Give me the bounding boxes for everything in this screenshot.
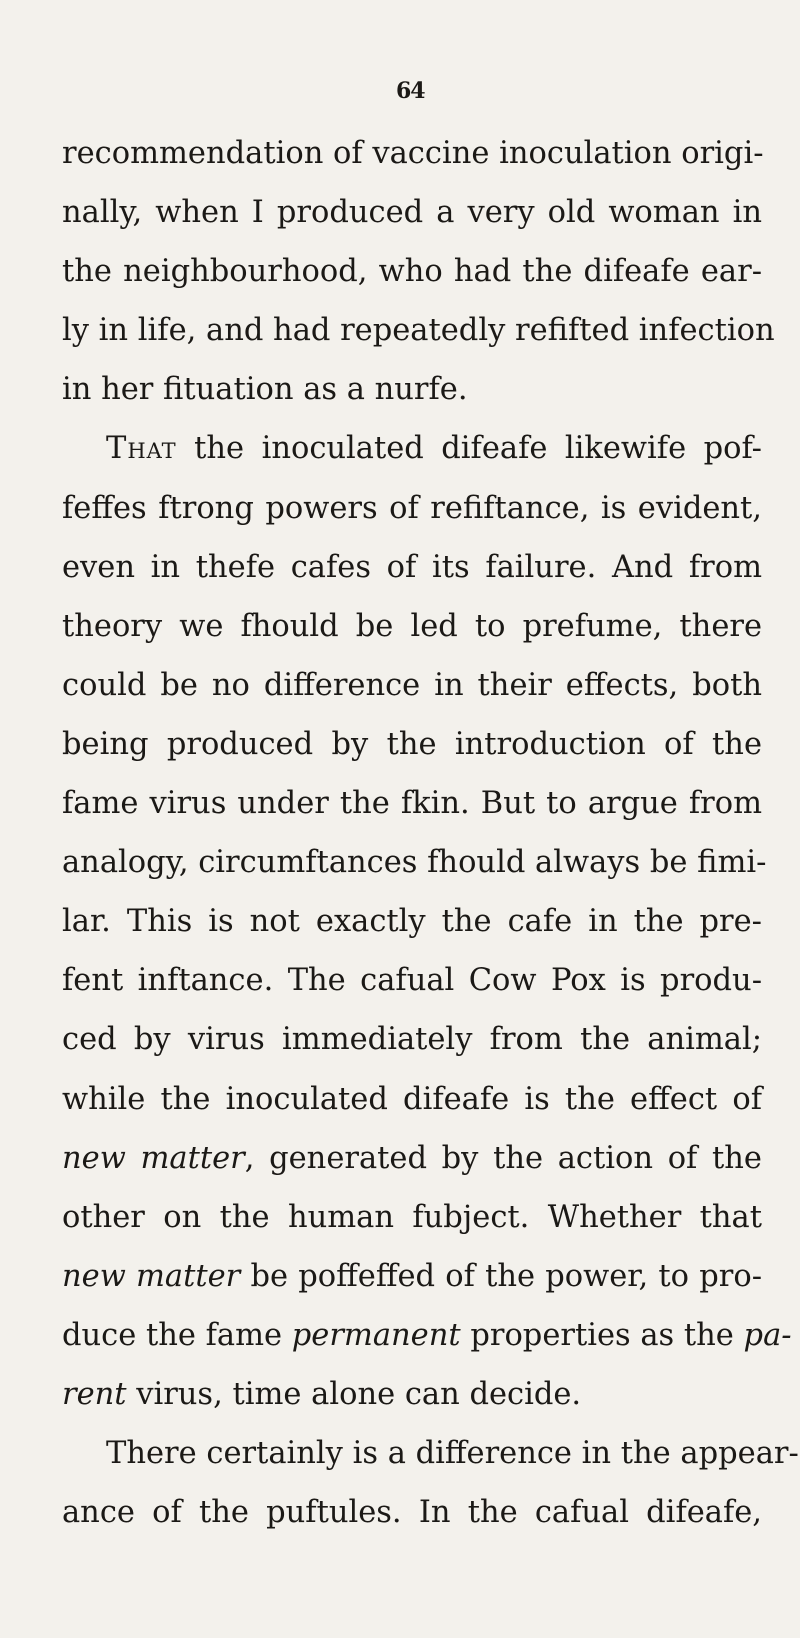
italic-run: pa-	[743, 1317, 792, 1353]
text-line: other on the human fubject. Whether that	[62, 1199, 762, 1235]
text-run: virus, time alone can decide.	[126, 1376, 582, 1412]
text-line: nally, when I produced a very old woman in	[62, 195, 762, 231]
text-line: ly in life, and had repeatedly refifted infection	[62, 313, 775, 349]
text-line: even in thefe cafes of its failure. And from	[62, 549, 762, 585]
text-line	[62, 419, 762, 478]
text-line	[62, 1247, 762, 1306]
text-line	[62, 1365, 762, 1424]
text-line: ced by virus immediately from the animal;	[62, 1022, 762, 1058]
text-run: the inoculated difeafe likewife pof-	[176, 431, 762, 467]
text-line: the neighbourhood, who had the difeafe ear-	[62, 254, 762, 290]
text-run: properties as the	[460, 1317, 744, 1353]
paragraph-lead-word: That	[106, 431, 177, 467]
text-line: in her fituation as a nurfe.	[62, 372, 468, 408]
text-line: fent inftance. The cafual Cow Pox is produ-	[62, 963, 762, 999]
text-line	[62, 1129, 762, 1188]
text-line: lar. This is not exactly the cafe in the pre-	[62, 904, 762, 940]
text-run: be poffeffed of the power, to pro-	[240, 1258, 762, 1294]
text-line: could be no difference in their effects, both	[62, 667, 762, 703]
italic-run: new matter	[62, 1140, 245, 1176]
page-number: 64	[396, 78, 425, 104]
text-line: recommendation of vaccine inoculation origi-	[62, 136, 764, 171]
text-line: ance of the puftules. In the cafual difeafe,	[62, 1495, 762, 1531]
text-line: theory we fhould be led to prefume, there	[62, 608, 762, 644]
italic-run: new matter	[62, 1258, 241, 1294]
text-line: There certainly is a difference in the appear-	[106, 1436, 799, 1472]
text-run: , generated by the action of the	[244, 1140, 762, 1176]
italic-run: rent	[62, 1376, 127, 1412]
text-run: duce the fame	[62, 1317, 292, 1353]
text-line: fame virus under the fkin. But to argue from	[62, 786, 762, 822]
italic-run: permanent	[291, 1317, 461, 1353]
text-line	[62, 1306, 792, 1365]
text-line: analogy, circumftances fhould always be fimi-	[62, 845, 767, 881]
body-text	[62, 124, 799, 1542]
text-line: while the inoculated difeafe is the effect of	[62, 1081, 762, 1117]
text-line: being produced by the introduction of the	[62, 726, 762, 762]
text-line: feffes ftrong powers of refiftance, is evident,	[62, 490, 762, 526]
